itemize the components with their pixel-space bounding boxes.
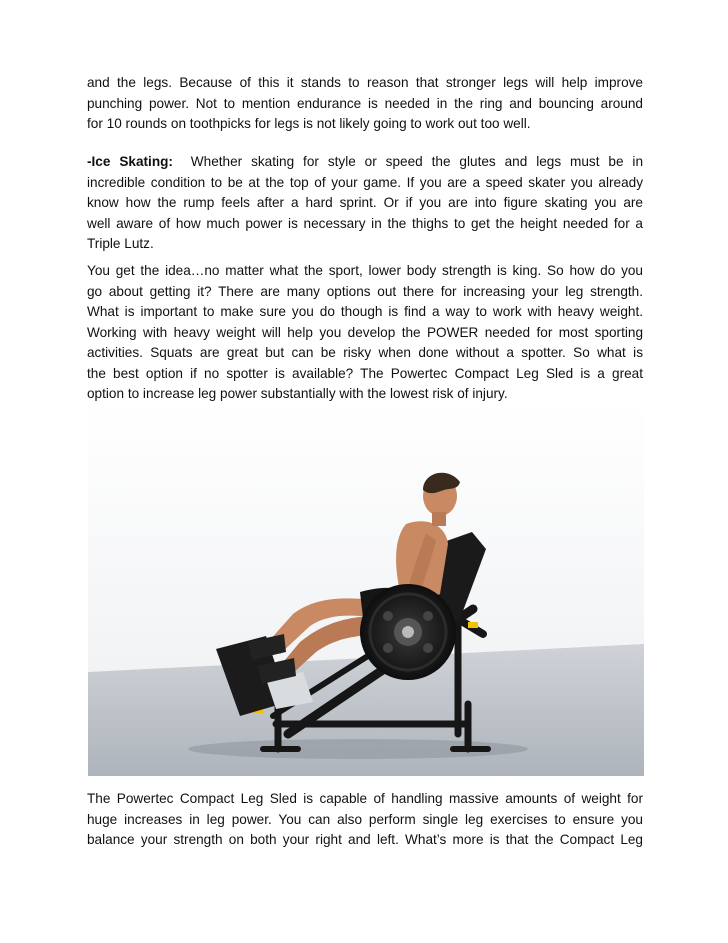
paragraph-ice-skating [87,152,643,255]
section-lead-ice-skating: -Ice Skating: [87,154,173,169]
text-line: balance your strength on both your right and left. What’s more is that the Compact Leg [87,832,643,847]
text-line: activities. Squats are great but can be risky when done without a spotter. So what is [87,345,643,360]
text-line: incredible condition to be at the top of your game. If you are a speed skater you already [87,174,643,190]
text-line: option to increase leg power substantially with the lowest risk of injury. [87,386,508,401]
text-line: well aware of how much power is necessary in the thighs to get the height needed for a [87,215,643,231]
text-line: huge increases in leg power. You can also perform single leg exercises to ensure you [87,811,643,827]
leg-sled-photo [88,404,644,776]
paragraph-boxing-legs [87,73,643,135]
text-line: You get the idea…no matter what the sport, lower body strength is king. So how do you [87,263,643,278]
text-line: the best option if no spotter is available? The Powertec Compact Leg Sled is a great [87,365,643,381]
text-line: Working with heavy weight will help you develop the POWER needed for most sporting [87,324,643,340]
text-line: What is important to make sure you do though is find a way to work with heavy weight. [87,304,643,319]
text-line: punching power. Not to mention endurance is needed in the ring and bouncing around [87,95,643,111]
text-line: know how the rump feels after a hard sprint. Or if you are into figure skating you are [87,195,643,210]
paragraph-compact-leg-sled [87,789,643,851]
text-line: and the legs. Because of this it stands to reason that stronger legs will help improve [87,75,643,90]
text-line: Triple Lutz. [87,236,154,251]
text-line: The Powertec Compact Leg Sled is capable of handling massive amounts of weight for [87,791,643,806]
text-line: for 10 rounds on toothpicks for legs is not likely going to work out too well. [87,116,531,131]
paragraph-lower-body-strength [87,261,643,405]
text-line-first [87,152,643,173]
text-line: go about getting it? There are many options out there for increasing your leg strength. [87,283,643,299]
text-segment: Whether skating for style or speed the glutes and legs must be in [190,154,644,169]
